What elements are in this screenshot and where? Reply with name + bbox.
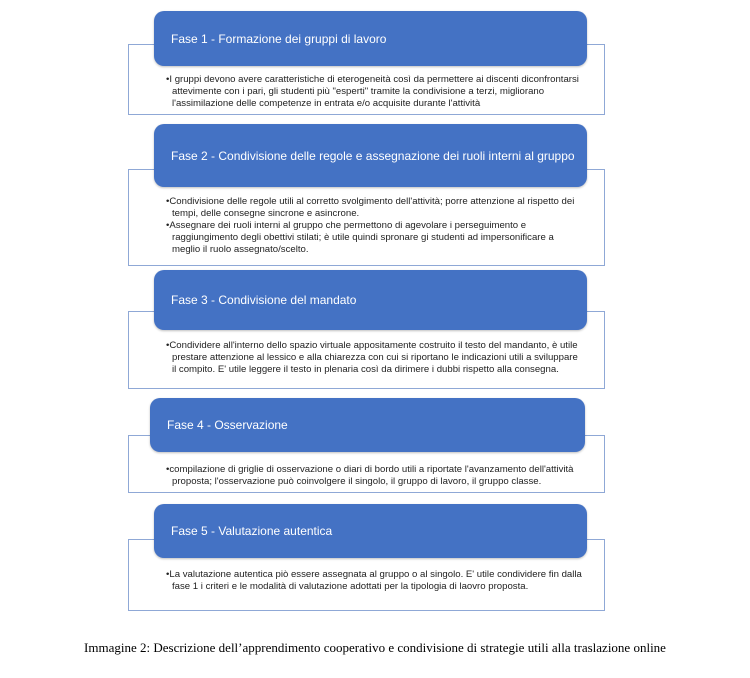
phase-1-bullet-list bbox=[166, 74, 584, 110]
phase-1-header bbox=[154, 11, 587, 66]
phase-4-title: Fase 4 - Osservazione bbox=[167, 418, 288, 432]
phase-3-bullet-list bbox=[166, 340, 584, 376]
phase-2-header bbox=[154, 124, 587, 187]
phase-3-header bbox=[154, 270, 587, 330]
phase-4-header bbox=[150, 398, 585, 452]
phase-2-title: Fase 2 - Condivisione delle regole e assegnazione dei ruoli interni al gruppo bbox=[171, 148, 575, 163]
phase-5-header bbox=[154, 504, 587, 558]
figure-caption: Immagine 2: Descrizione dell’apprendimento cooperativo e condivisione di strategie utili alla traslazione online bbox=[84, 640, 666, 655]
phase-4-bullet-1: • compilazione di griglie di osservazione o diari di bordo utili a riportate l'avanzamento dell'attività proposta; l'osservazione può coinvolgere il singolo, il gruppo di lavoro, il gruppo classe. bbox=[166, 464, 584, 488]
phase-5-bullet-1: • La valutazione autentica piò essere assegnata al gruppo o al singolo. E' utile condividere fin dalla fase 1 i criteri e le modalità di valutazione adottati per la tipologia di laovro proposta. bbox=[166, 569, 584, 593]
phase-2-bullet-1: • Condivisione delle regole utili al corretto svolgimento dell'attività; porre attenzione al rispetto dei tempi, delle consegne sincrone e asincrone. bbox=[166, 196, 584, 220]
phase-5-title: Fase 5 - Valutazione autentica bbox=[171, 524, 333, 538]
phase-1-bullet-1: • I gruppi devono avere caratteristiche di eterogeneità così da permettere ai discenti diconfrontarsi attevimente con i pari, gli studenti più "esperti" tramite la condivisione a terzi, migliorano l'assimilazione delle competenze in entrata e/o acquisite durante l'attività bbox=[166, 74, 584, 110]
phase-1-title: Fase 1 - Formazione dei gruppi di lavoro bbox=[171, 31, 387, 46]
phase-4-bullet-list bbox=[166, 464, 584, 488]
phase-2-bullet-2: • Assegnare dei ruoli interni al gruppo che permettono di agevolare i perseguimento e raggiungimento degli obettivi stilati; è utile quindi spronare gi studenti ad impersonificare a meglio il ruolo assegnato/scelto. bbox=[166, 220, 584, 256]
phase-2-bullet-list bbox=[166, 196, 584, 256]
phase-3-title: Fase 3 - Condivisione del mandato bbox=[171, 293, 357, 307]
phase-5-bullet-list bbox=[166, 569, 584, 593]
phase-3-bullet-1: • Condividere all'interno dello spazio virtuale appositamente costruito il testo del mandanto, è utile prestare attenzione al lessico e alla chiarezza con cui si riportano le indicazioni utili a sviluppare il compito. E' utile leggere il testo in plenaria così da dirimere i dubbi rispetto alla consegna. bbox=[166, 340, 584, 376]
